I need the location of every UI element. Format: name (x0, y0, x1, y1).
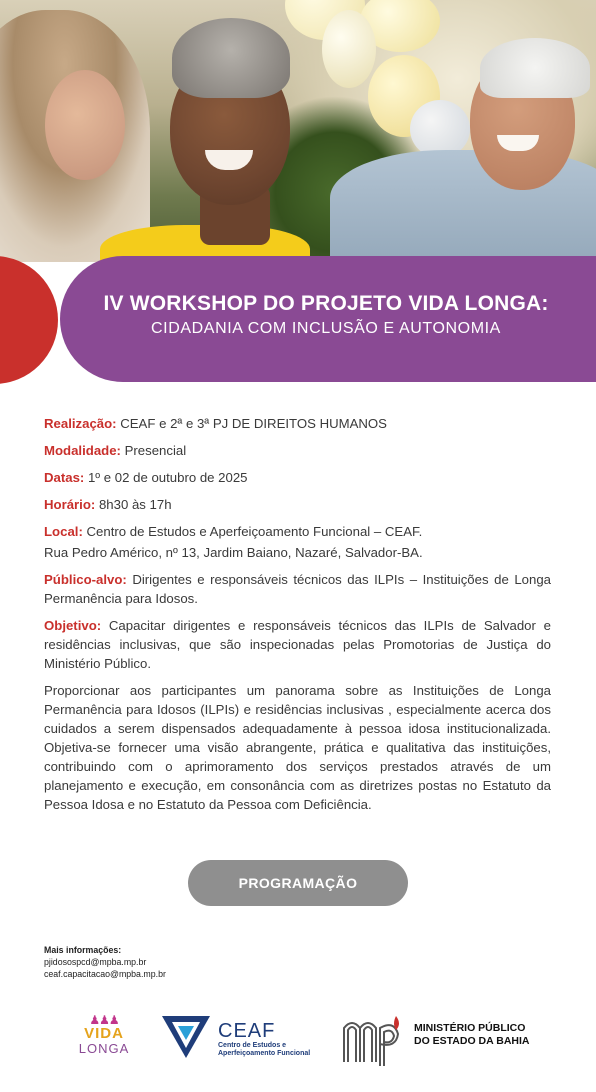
detail-realizacao: Realização: CEAF e 2ª e 3ª PJ DE DIREITOS HUMANOS (44, 416, 387, 431)
ceaf-emblem-icon (160, 1012, 212, 1062)
detail-horario: Horário: 8h30 às 17h (44, 497, 172, 512)
vida-longa-logo: ♟♟♟ VIDA LONGA (74, 1014, 134, 1066)
person-right-hair (480, 38, 590, 98)
contact-heading: Mais informações: (44, 945, 122, 955)
detail-description: Proporcionar aos participantes um panorama sobre as Instituições de Longa Permanência para Idosos (ILPIs) e residências inclusivas , especialmente acerca dos cuidados a serem dispensados adequadamente à pessoa idosa institucionalizada. Objetiva-se fornecer uma visão abrangente, prática e qualitativa das instituições, contribuindo com o aprimoramento dos serviços prestados através de um planejamento e execução, em consonância com as diretrizes postas no Estatuto da Pessoa Idosa e no Estatuto da Pessoa com Deficiência. (44, 683, 551, 812)
detail-objetivo: Objetivo: Capacitar dirigentes e responsáveis técnicos das ILPIs de Salvador e residências inclusivas, que são inspecionadas pelas Promotorias de Justiça do Ministério Público. (44, 618, 551, 671)
person-left (0, 10, 150, 262)
detail-address: Rua Pedro Américo, nº 13, Jardim Baiano, Nazaré, Salvador-BA. (44, 545, 423, 560)
detail-local: Local: Centro de Estudos e Aperfeiçoamento Funcional – CEAF. (44, 524, 423, 539)
detail-datas: Datas: 1º e 02 de outubro de 2025 (44, 470, 248, 485)
footer-logos (0, 1010, 596, 1070)
contact-email-2[interactable]: ceaf.capacitacao@mpba.mp.br (44, 969, 166, 979)
balloon (322, 10, 376, 88)
title-banner (60, 256, 596, 382)
detail-modalidade: Modalidade: Presencial (44, 443, 187, 458)
contact-info (44, 944, 166, 980)
ceaf-logo: CEAF Centro de Estudos e Aperfeiçoamento Funcional (160, 1012, 330, 1066)
hero-photo (0, 0, 596, 262)
mpba-logo: MINISTÉRIO PÚBLICO DO ESTADO DA BAHIA (340, 1010, 540, 1070)
mpba-emblem-icon (340, 1014, 406, 1068)
contact-email-1[interactable]: pjidosospcd@mpba.mp.br (44, 957, 147, 967)
person-center-hair (172, 18, 290, 98)
programacao-button[interactable]: PROGRAMAÇÃO (188, 860, 408, 906)
page-title: IV WORKSHOP DO PROJETO VIDA LONGA: (103, 292, 549, 315)
page-subtitle: CIDADANIA COM INCLUSÃO E AUTONOMIA (151, 320, 501, 337)
decorative-red-circle (0, 256, 58, 384)
detail-publico-alvo: Público-alvo: Dirigentes e responsáveis técnicos das ILPIs – Instituições de Longa Permanência para Idosos. (44, 572, 551, 606)
event-details (44, 414, 551, 822)
people-icon: ♟♟♟ (89, 1013, 119, 1027)
